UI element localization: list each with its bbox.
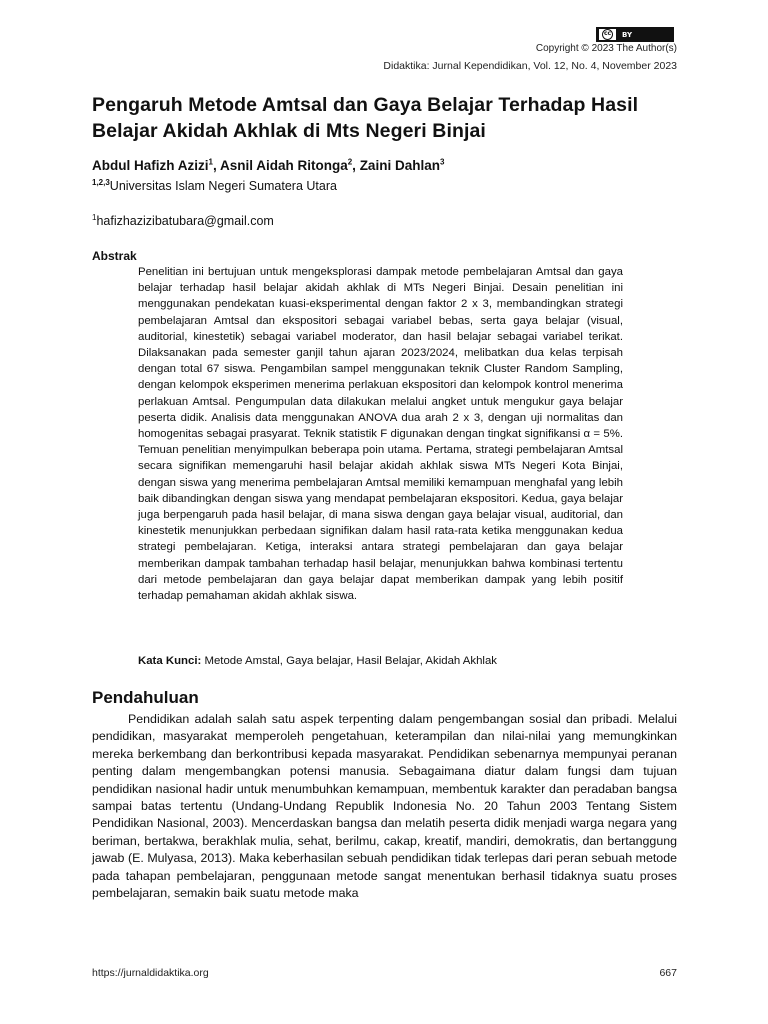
affiliation-mark: 1,2,3 <box>92 177 110 187</box>
keywords <box>138 655 497 667</box>
introduction-text: Pendidikan adalah salah satu aspek terpenting dalam pengembangan sosial dan pribadi. Melalui pendidikan, masyarakat memperoleh pengetahuan, keterampilan dan nilai-nilai yang memungkinkan mereka berkembang dan berkontribusi kepada masyarakat. Pendidikan sebenarnya mempunyai peranan penting dalam mengembangkan potensi manusia. Sebagaimana diatur dalam fungsi dam tujuan pendidikan nasional hadir untuk menumbuhkan kemampuan, membentuk karakter dan peradaban bangsa sampai batas tertentu (Undang-Undang Republik Indonesia No. 20 Tahun 2003 Tentang Sistem Pendidikan Nasional, 2003). Mencerdaskan bangsa dan melatih peserta didik menjadi warga negara yang beriman, bertakwa, berakhlak mulia, sehat, berilmu, cakap, kreatif, mandiri, demokratis, dan bertanggung jawab (E. Mulyasa, 2013). Maka keberhasilan sebuah pendidikan tidak terlepas dari peran sebuah metode pada tahapan pembelajaran, penggunaan metode sangat menentukan berhasil tidaknya suatu proses pembelajaran, semakin baik suatu metode maka <box>92 712 677 901</box>
cc-icon: cc <box>602 29 613 40</box>
journal-citation: Didaktika: Jurnal Kependidikan, Vol. 12, No. 4, November 2023 <box>383 60 677 72</box>
affiliation-text: Universitas Islam Negeri Sumatera Utara <box>109 179 337 193</box>
page-number: 667 <box>659 967 677 979</box>
author-mark: 2 <box>347 157 353 167</box>
author-name: Zaini Dahlan <box>359 158 440 173</box>
author-name: Asnil Aidah Ritonga <box>219 158 348 173</box>
author-mark: 1 <box>208 157 213 167</box>
keywords-text: Metode Amstal, Gaya belajar, Hasil Belajar, Akidah Akhlak <box>204 655 497 667</box>
section-heading-introduction: Pendahuluan <box>92 688 199 707</box>
article-title: Pengaruh Metode Amtsal dan Gaya Belajar Terhadap Hasil Belajar Akidah Akhlak di Mts Negeri Binjai <box>92 94 639 142</box>
keywords-label: Kata Kunci: <box>138 655 202 667</box>
abstract-heading: Abstrak <box>92 249 137 263</box>
license-by-label: BY <box>622 30 633 39</box>
corresponding-email <box>92 214 274 228</box>
email-mark: 1 <box>92 212 97 222</box>
cc-logo <box>598 28 617 41</box>
cc-license-badge <box>596 27 674 42</box>
email-address[interactable]: hafizhazizibatubara@gmail.com <box>96 214 274 228</box>
author-list: Abdul Hafizh Azizi$^1$, Asnil Aidah Ritonga$^2$, Zaini Dahlan$^3$ <box>92 157 445 173</box>
affiliation <box>92 179 337 193</box>
copyright-notice: Copyright © 2023 The Author(s) <box>535 43 677 54</box>
footer-journal-url[interactable]: https://jurnaldidaktika.org <box>92 967 209 979</box>
author-mark: 3 <box>439 157 445 167</box>
author-name: Abdul Hafizh Azizi <box>92 158 209 173</box>
abstract-text: Penelitian ini bertujuan untuk mengeksplorasi dampak metode pembelajaran Amtsal dan gaya belajar terhadap hasil belajar akidah akhlak di MTs Negeri Binjai. Desain penelitian ini menggunakan pendekatan kuasi-eksperimental dengan faktor 2 x 3, membandingkan strategi pembelajaran Amtsal dan ekspositori sebagai variabel bebas, serta gaya belajar (visual, auditorial, kinestetik) sebagai variabel moderator, dan hasil belajar sebagai variabel terikat. Dilaksanakan pada semester ganjil tahun ajaran 2023/2024, melibatkan dua kelas terpisah dengan total 67 siswa. Pengambilan sampel menggunakan teknik Cluster Random Sampling, dengan kelompok eksperimen menerima perlakuan ekspositori dan kelompok kontrol menerima perlakuan Amtsal. Pengumpulan data dilakukan melalui angket untuk mengukur gaya belajar peserta didik. Analisis data menggunakan ANOVA dua arah 2 x 3, dengan uji normalitas dan homogenitas sebagai prasyarat. Teknik statistik F digunakan dengan tingkat signifikansi α = 5%. Temuan penelitian menyimpulkan beberapa poin utama. Pertama, strategi pembelajaran Amtsal secara signifikan memengaruhi hasil belajar akidah akhlak siswa MTs Negeri Kota Binjai, dengan siswa yang menerima pembelajaran Amtsal memiliki kemampuan menghafal yang lebih baik dibandingkan dengan siswa yang mendapat pembelajaran ekspositori. Kedua, gaya belajar juga berpengaruh pada hasil belajar, di mana siswa dengan gaya belajar visual, auditorial, dan kinestetik menunjukkan perbedaan signifikan dalam hasil rata-rata ketika menggunakan kedua strategi pembelajaran. Ketiga, interaksi antara strategi pembelajaran dan gaya belajar memberikan dampak tambahan terhadap hasil belajar, menunjukkan bahwa kombinasi tertentu dari metode pembelajaran dan gaya belajar dapat memberikan dampak yang lebih positif terhadap pemahaman akidah akhlak siswa. <box>138 266 623 603</box>
